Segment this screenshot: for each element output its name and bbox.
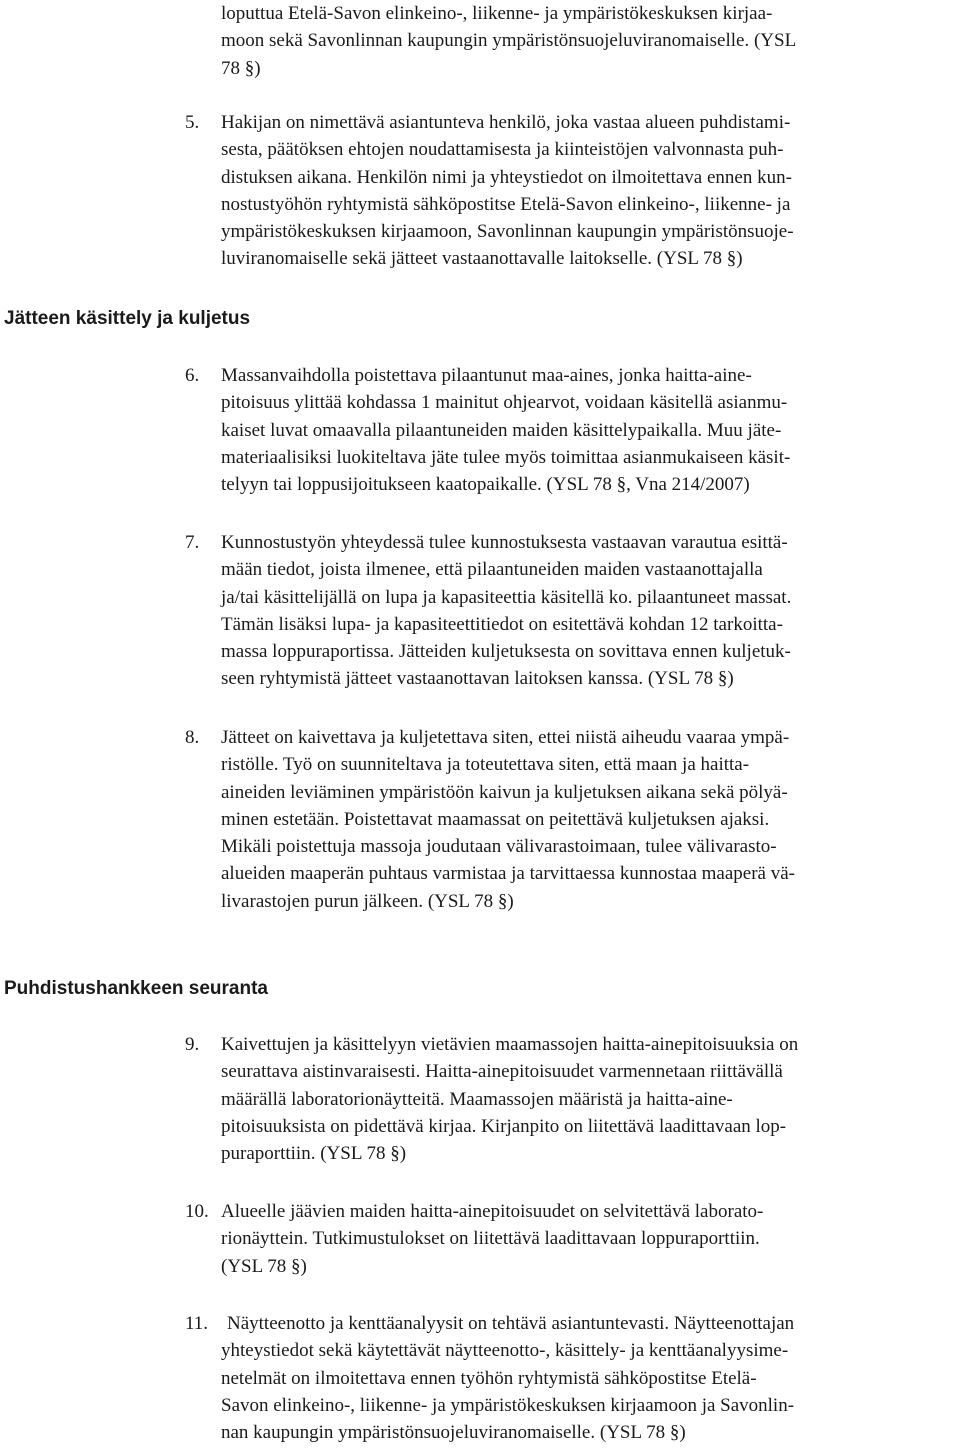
list-item-6 (185, 362, 960, 502)
list-item-11 (185, 1310, 960, 1450)
item-number: 5. (185, 112, 200, 133)
list-item-10 (185, 1198, 960, 1288)
section-heading-project-monitoring: Puhdistushankkeen seuranta (4, 978, 268, 999)
item-text: Kunnostustyön yhteydessä tulee kunnostuksesta vastaavan varautua esittä- mään tiedot, joista ilmenee, että pilaantuneiden maiden vastaanottajalla ja/tai käsittelijällä on lupa ja kapasiteettia käsitellä ko. pilaantuneet massat. Tämän lisäksi lupa- ja kapasiteettitiedot on esitettävä kohdan 12 tarkoitta- massa loppuraportissa. Jätteiden kuljetuksesta on sovittava ennen kuljetuk- seen ryhtymistä jätteet vastaanottavan laitoksen kanssa. (YSL 78 §) (221, 532, 792, 690)
intro-paragraph: loputtua Etelä-Savon elinkeino-, liikenne- ja ympäristökeskuksen kirjaa- moon sekä Savonlinnan kaupungin ympäristönsuojeluviranomaiselle. (YSL 78 §) (221, 3, 797, 79)
list-item-8 (185, 724, 960, 924)
item-number: 6. (185, 365, 200, 386)
item-text: Näytteenotto ja kenttäanalyysit on tehtävä asiantuntevasti. Näytteenottajan yhteystiedot sekä käytettävät näytteenotto-, käsittely- ja kenttäanalyysime- netelmät on ilmoitettava ennen työhön ryhtymistä sähköpostitse Etelä- Savon elinkeino-, liikenne- ja ympäristökeskuksen kirjaamoon ja Savonlin- nan kaupungin ympäristönsuojeluviranomaiselle. (YSL 78 §) (221, 1313, 795, 1444)
item-number: 7. (185, 532, 200, 553)
item-text: Massanvaihdolla poistettava pilaantunut maa-aines, jonka haitta-aine- pitoisuus ylittää kohdassa 1 mainitut ohjearvot, voidaan käsitellä asianmu- kaiset luvat omaavalla pilaantuneiden maiden käsittelypaikalla. Muu jäte- materiaalisiksi luokiteltava jäte tulee myös toimittaa asianmukaiseen käsit- telyyn tai loppusijoitukseen kaatopaikalle. (YSL 78 §, Vna 214/2007) (221, 365, 791, 496)
item-number: 10. (185, 1201, 209, 1222)
item-text: Hakijan on nimettävä asiantunteva henkilö, joka vastaa alueen puhdistami- sesta, päätöksen ehtojen noudattamisesta ja kiinteistöjen valvonnasta puh- distuksen aikana. Henkilön nimi ja yhteystiedot on ilmoitettava ennen kun- nostustyöhön ryhtymistä sähköpostitse Etelä-Savon elinkeino-, liikenne- ja ympäristökeskuksen kirjaamoon, Savonlinnan kaupungin ympäristönsuoje- luviranomaiselle sekä jätteet vastaanottavalle laitokselle. (YSL 78 §) (221, 112, 794, 270)
section-heading-waste-handling: Jätteen käsittely ja kuljetus (4, 308, 251, 329)
list-item-5 (185, 109, 960, 279)
item-text: Jätteet on kaivettava ja kuljetettava siten, ettei niistä aiheudu vaaraa ympä- ristölle. Työ on suunniteltava ja toteutettava siten, että maan ja haitta- aineiden leviäminen ympäristöön kaivun ja kuljetuksen aikana sekä pölyä- minen estetään. Poistettavat maamassat on peitettävä kuljetuksen ajaksi. Mikäli poistettuja massoja joudutaan välivarastoimaan, tulee välivarasto- alueiden maaperän puhtaus varmistaa ja tarvittaessa kunnostaa maaperä vä- livarastojen purun jälkeen. (YSL 78 §) (221, 727, 795, 912)
item-text: Kaivettujen ja käsittelyyn vietävien maamassojen haitta-ainepitoisuuksia on seurattava aistinvaraisesti. Haitta-ainepitoisuudet varmennetaan riittävällä määrällä laboratorionäytteitä. Maamassojen määristä ja haitta-aine- pitoisuuksista on pidettävä kirjaa. Kirjanpito on liitettävä laadittavaan lop- puraporttiin. (YSL 78 §) (221, 1034, 799, 1165)
item-number: 11. (185, 1313, 209, 1334)
item-number: 8. (185, 727, 200, 748)
item-number: 9. (185, 1034, 200, 1055)
list-item-7 (185, 529, 960, 699)
item-text: Alueelle jäävien maiden haitta-ainepitoisuudet on selvitettävä laborato- rionäyttein. Tutkimustulokset on liitettävä laadittavaan loppuraporttiin. (YSL 78 §) (221, 1201, 764, 1277)
list-item-9 (185, 1031, 960, 1171)
